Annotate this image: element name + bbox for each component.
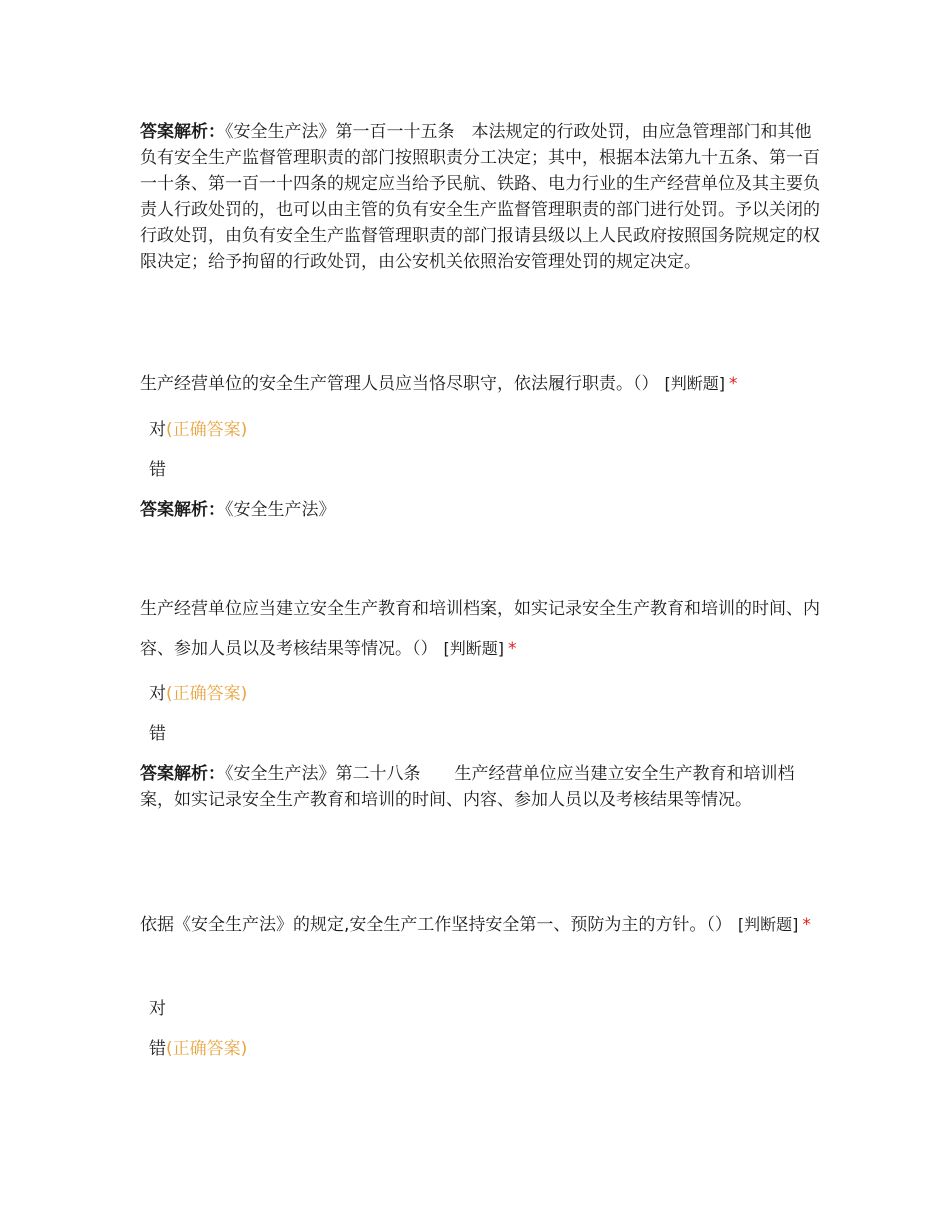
option-true[interactable]: [149, 418, 247, 442]
question-text: [140, 905, 820, 945]
explanation-text: 《安全生产法》第一百一十五条 本法规定的行政处罚，由应急管理部门和其他负有安全生产监督管理职责的部门按照职责分工决定；其中，根据本法第九十五条、第一百一十条、第一百一十四条的规定应当给予民航、铁路、电力行业的生产经营单位及其主要负责人行政处罚的，也可以由主管的负有安全生产监督管理职责的部门进行处罚。予以关闭的行政处罚，由负有安全生产监督管理职责的部门报请县级以上人民政府按照国务院规定的权限决定；给予拘留的行政处罚，由公安机关依照治安管理处罚的规定决定。: [140, 122, 820, 272]
question-type: [判断题]: [443, 639, 504, 658]
correct-answer-tag: (正确答案): [166, 684, 248, 704]
question-type: [判断题]: [737, 915, 799, 934]
required-mark: *: [802, 915, 811, 935]
explanation-label: 答案解析：: [140, 122, 225, 142]
explanation-text: 《安全生产法》: [225, 500, 336, 520]
explanation-label: 答案解析：: [140, 764, 225, 784]
option-false[interactable]: [149, 458, 166, 482]
question-body: 生产经营单位的安全生产管理人员应当恪尽职守，依法履行职责。（）: [140, 374, 659, 394]
option-label: 对: [149, 999, 166, 1019]
question-text: [140, 590, 820, 669]
answer-explanation: [140, 761, 820, 813]
correct-answer-tag: (正确答案): [166, 420, 248, 440]
option-label: 错: [149, 460, 166, 480]
option-label: 对: [149, 684, 166, 704]
explanation-text: 《安全生产法》第二十八条 生产经营单位应当建立安全生产教育和培训档案，如实记录安全生产教育和培训的时间、内容、参加人员以及考核结果等情况。: [140, 764, 795, 810]
required-mark: *: [508, 639, 517, 659]
option-false[interactable]: [149, 722, 166, 746]
question-text: [140, 364, 820, 404]
question-type: [判断题]: [664, 374, 725, 393]
question-body: 生产经营单位应当建立安全生产教育和培训档案，如实记录安全生产教育和培训的时间、内容、参加人员以及考核结果等情况。（）: [140, 599, 820, 659]
option-true[interactable]: [149, 682, 247, 706]
option-label: 错: [149, 1039, 166, 1059]
option-label: 对: [149, 420, 166, 440]
option-false[interactable]: [149, 1037, 247, 1061]
correct-answer-tag: (正确答案): [166, 1039, 248, 1059]
answer-explanation: [140, 119, 820, 275]
answer-explanation: [140, 497, 820, 523]
question-body: 依据《安全生产法》的规定,安全生产工作坚持安全第一、预防为主的方针。（）: [140, 915, 732, 935]
option-true[interactable]: [149, 997, 166, 1021]
explanation-label: 答案解析：: [140, 500, 225, 520]
required-mark: *: [729, 374, 738, 394]
option-label: 错: [149, 724, 166, 744]
